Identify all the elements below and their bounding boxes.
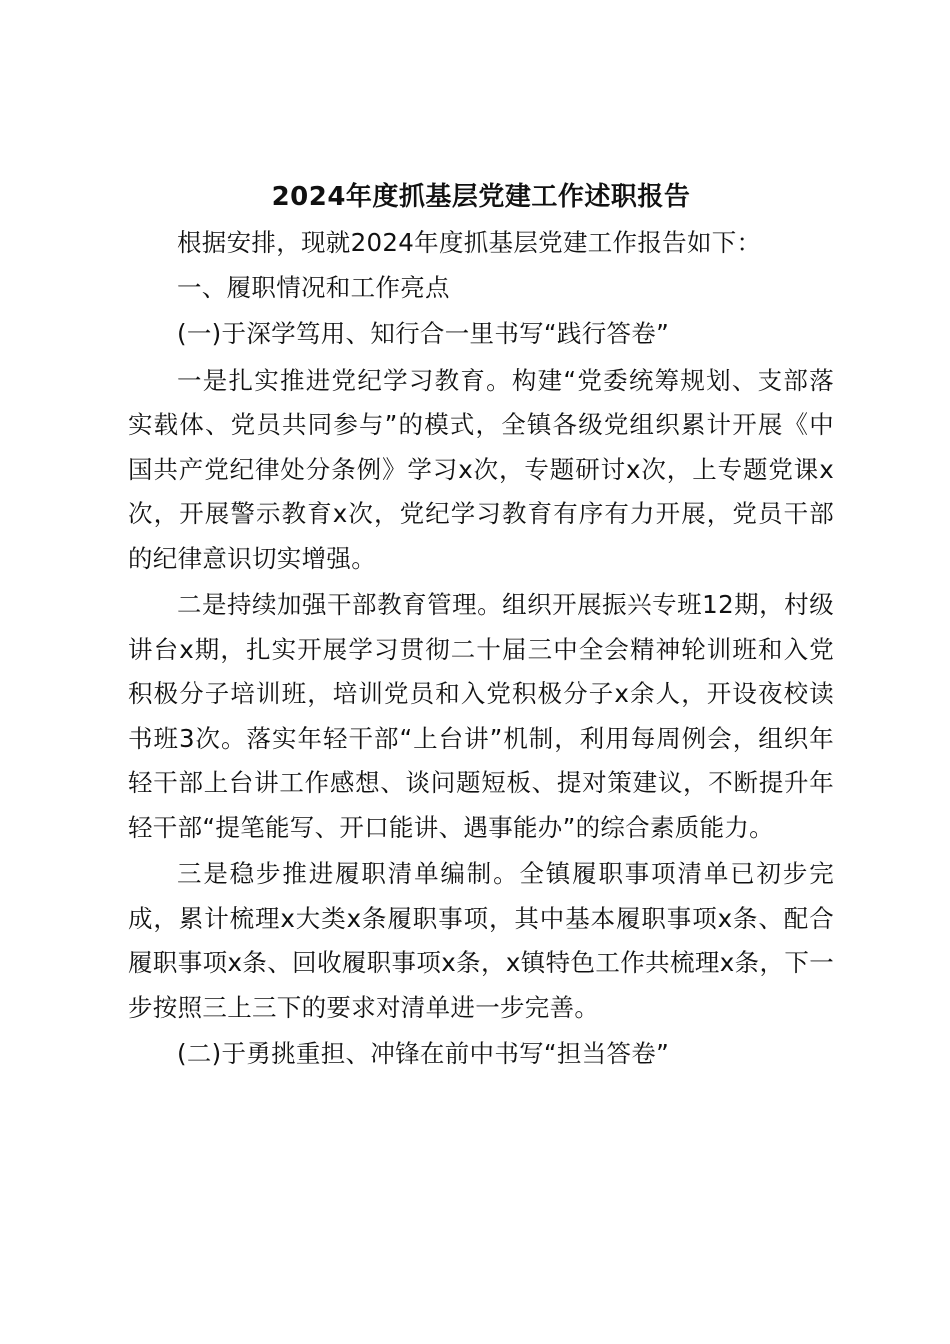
intro-paragraph: 根据安排，现就2024年度抓基层党建工作报告如下： xyxy=(177,228,762,257)
body-paragraph-1: 一是扎实推进党纪学习教育。构建“党委统筹规划、支部落实载体、党员共同参与”的模式，全镇各级党组织累计开展《中国共产党纪律处分条例》学习x次，专题研讨x次，上专题党课x次，开展警示教育x次，党纪学习教育有序有力开展，党员干部的纪律意识切实增强。 xyxy=(128,365,834,573)
subsection-heading-2: (二)于勇挑重担、冲锋在前中书写“担当答卷” xyxy=(177,1039,670,1068)
body-paragraph-3: 三是稳步推进履职清单编制。全镇履职事项清单已初步完成，累计梳理x大类x条履职事项，其中基本履职事项x条、配合履职事项x条、回收履职事项x条，x镇特色工作共梳理x条，下一步按照三上三下的要求对清单进一步完善。 xyxy=(128,859,834,1022)
document-page xyxy=(128,175,834,1077)
section-heading-1: 一、履职情况和工作亮点 xyxy=(177,272,450,302)
body-paragraph-2: 二是持续加强干部教育管理。组织开展振兴专班12期，村级讲台x期，扎实开展学习贯彻二十届三中全会精神轮训班和入党积极分子培训班，培训党员和入党积极分子x余人，开设夜校读书班3次。落实年轻干部“上台讲”机制，利用每周例会，组织年轻干部上台讲工作感想、谈问题短板、提对策建议，不断提升年轻干部“提笔能写、开口能讲、遇事能办”的综合素质能力。 xyxy=(128,590,834,842)
document-title: 2024年度抓基层党建工作述职报告 xyxy=(271,182,691,212)
subsection-heading-1: (一)于深学笃用、知行合一里书写“践行答卷” xyxy=(177,319,670,348)
